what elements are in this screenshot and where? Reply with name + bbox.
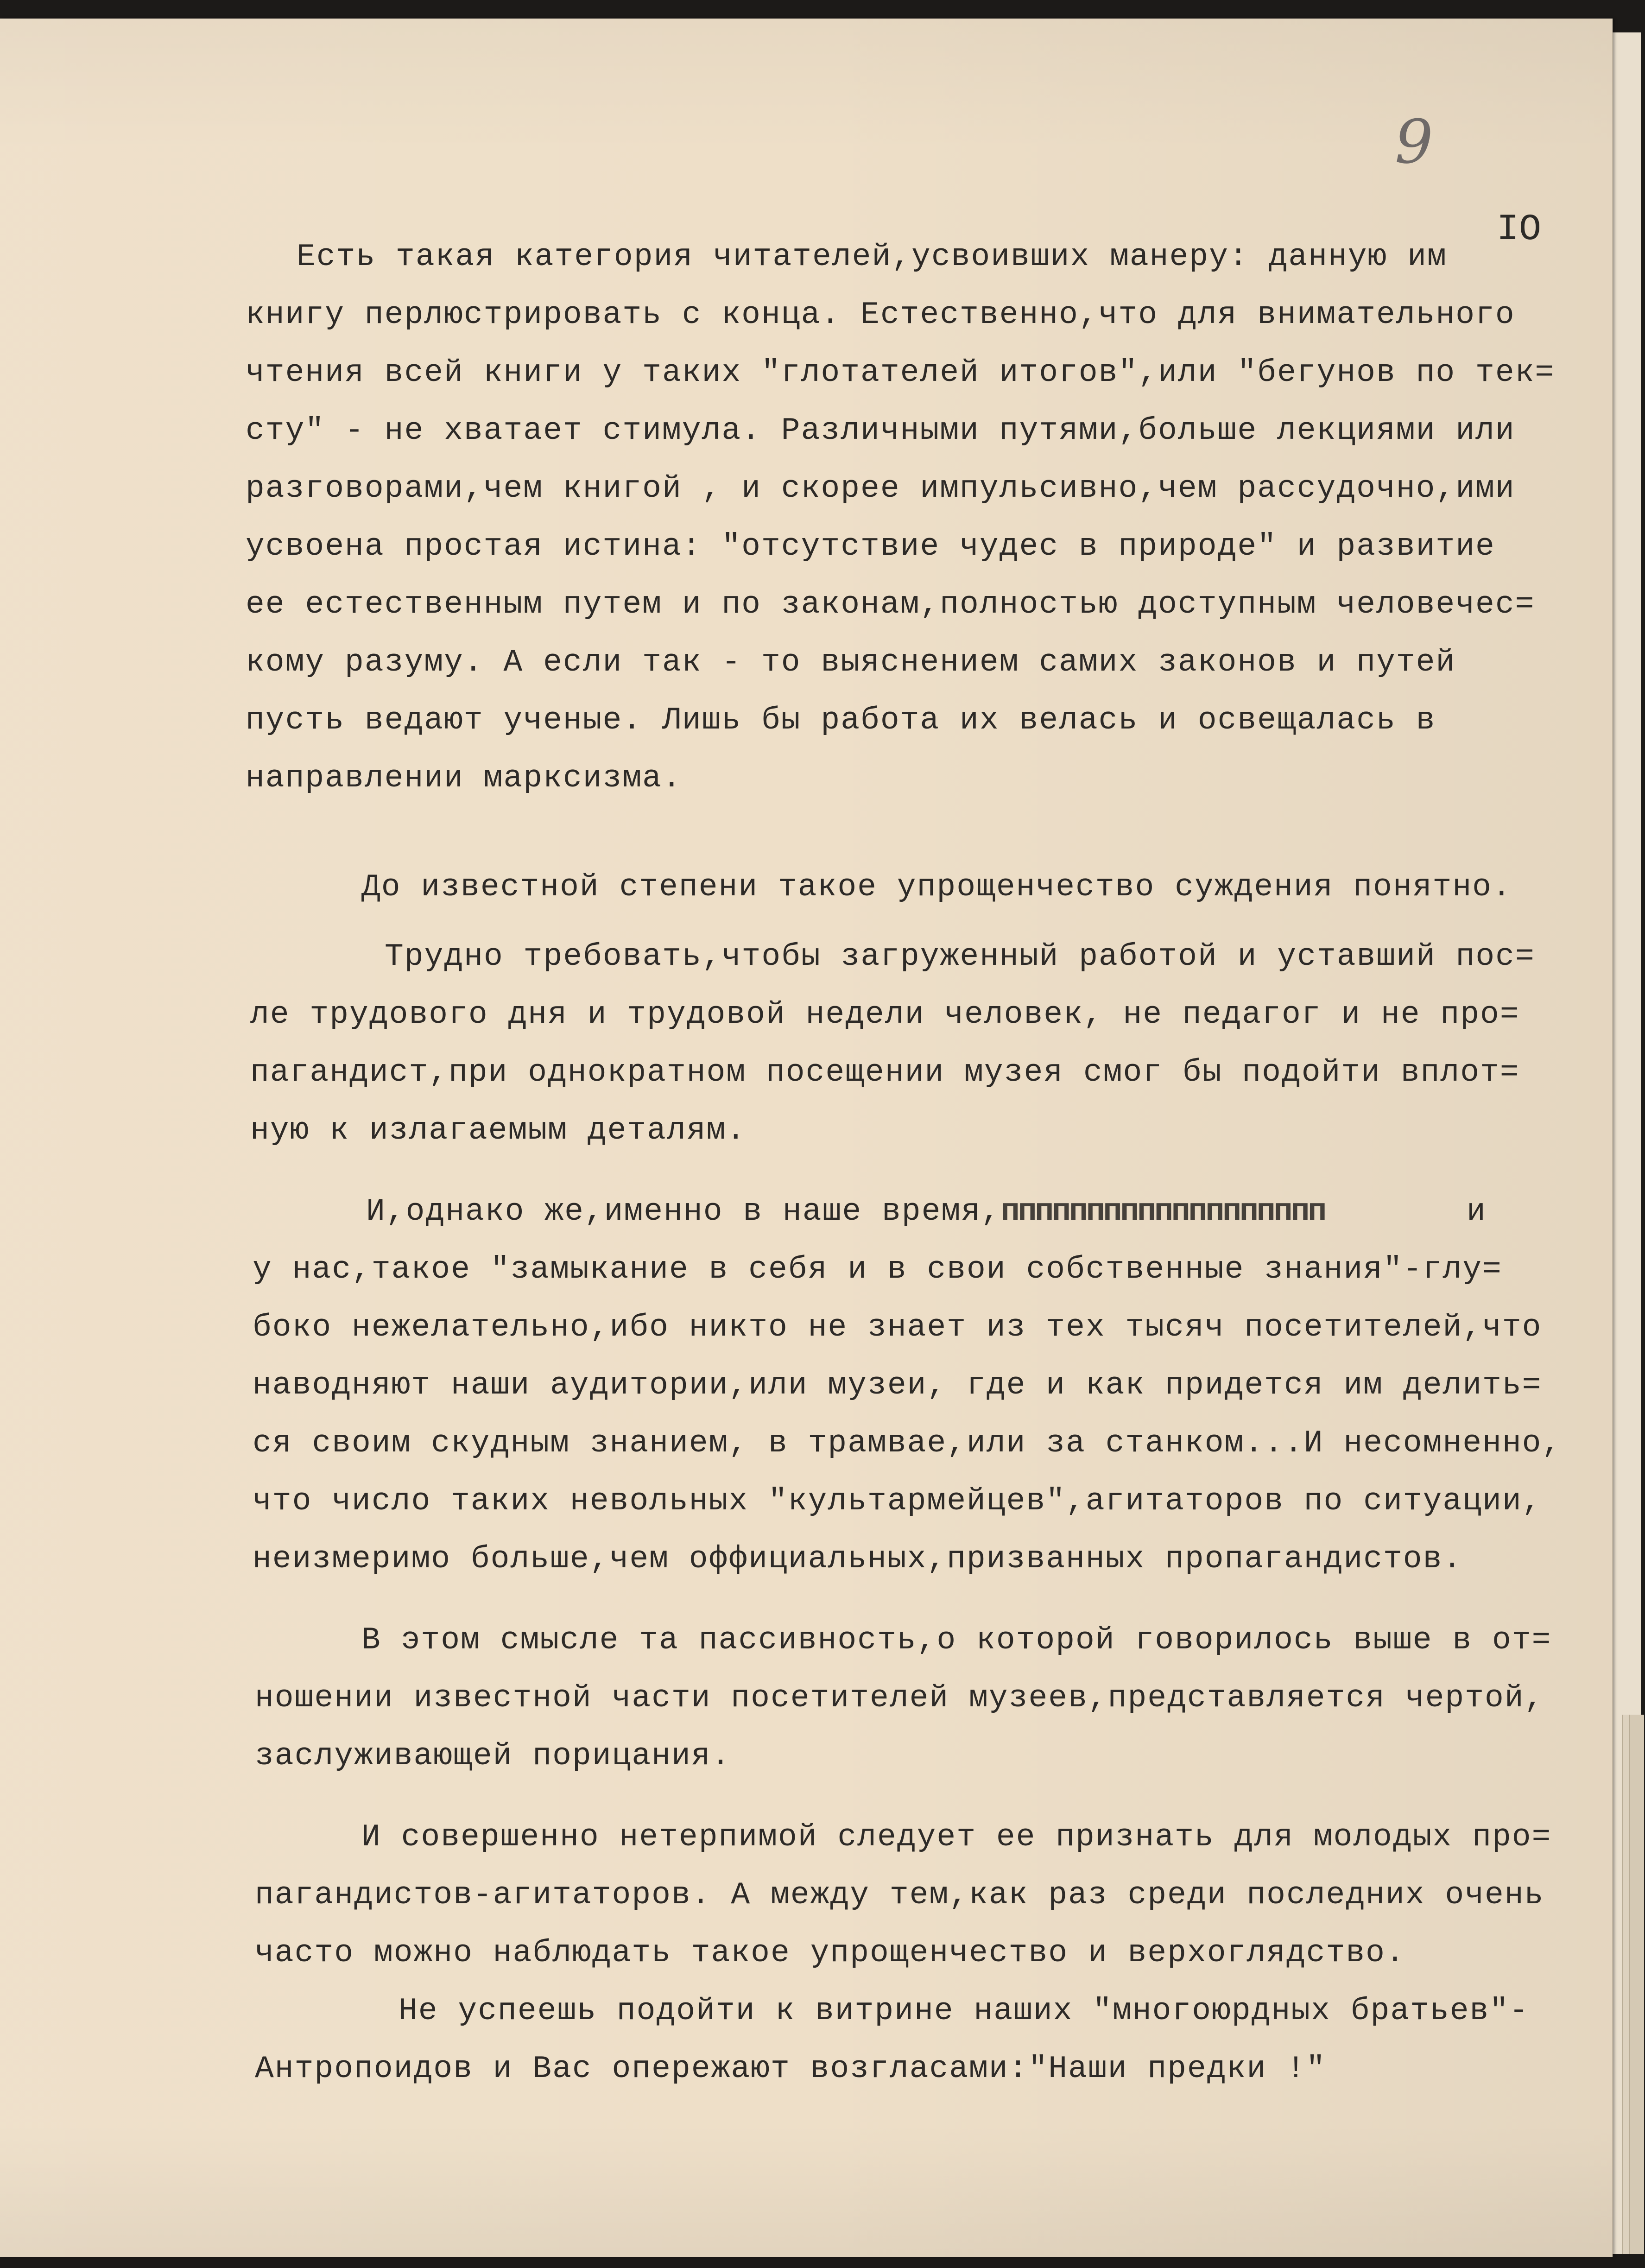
text-line: ее естественным путем и по законам,полностью доступным человечес= (246, 587, 1535, 622)
text-line: кому разуму. А если так - то выяснением самих законов и путей (246, 645, 1456, 680)
text-line: До известной степени такое упрощенчество суждения понятно. (361, 869, 1512, 905)
text-line (366, 1193, 1325, 1230)
text-line: В этом смысле та пассивность,о которой говорилось выше в от= (361, 1622, 1552, 1658)
text-line: усвоена простая истина: "отсутствие чудес в природе" и развитие (246, 529, 1495, 564)
text-line: Трудно требовать,чтобы загруженный работой и уставший пос= (385, 939, 1535, 975)
text-line: что число таких невольных "культармейцев",агитаторов по ситуации, (253, 1483, 1542, 1519)
text-line: часто можно наблюдать такое упрощенчество и верхоглядство. (255, 1935, 1405, 1971)
text-line: пусть ведают ученые. Лишь бы работа их велась и освещалась в (246, 703, 1436, 738)
document-body (0, 19, 1613, 2257)
text-line: наводняют наши аудитории,или музеи, где и как придется им делить= (253, 1368, 1542, 1403)
typewritten-page (0, 19, 1613, 2257)
text-line: неизмеримо больше,чем оффициальных,призванных пропагандистов. (253, 1541, 1463, 1577)
text-line: книгу перлюстрировать с конца. Естественно,что для внимательного (246, 297, 1515, 333)
text-line: Антропоидов и Вас опережают возгласами:"Наши предки !" (255, 2051, 1326, 2087)
text-line: Есть такая категория читателей,усвоивших манеру: данную им (297, 239, 1447, 275)
text-line: направлении марксизма. (246, 760, 682, 796)
line-text: И,однако же,именно в наше время, (366, 1194, 1001, 1229)
text-line: боко нежелательно,ибо никто не знает из тех тысяч посетителей,что (253, 1310, 1542, 1345)
text-line: заслуживающей порицания. (255, 1738, 731, 1774)
text-line: ле трудового дня и трудовой недели человек, не педагог и не про= (250, 997, 1520, 1033)
struck-out-text: ппппппппппппппппппп (1000, 1194, 1325, 1229)
text-line: ся своим скудным знанием, в трамвае,или за станком...И несомненно, (253, 1425, 1562, 1461)
text-line: разговорами,чем книгой , и скорее импульсивно,чем рассудочно,ими (246, 471, 1515, 507)
text-line: пагандистов-агитаторов. А между тем,как раз среди последних очень (255, 1877, 1544, 1913)
text-line: пагандист,при однократном посещении музея смог бы подойти вплот= (250, 1055, 1520, 1090)
text-line: И совершенно нетерпимой следует ее признать для молодых про= (361, 1819, 1552, 1855)
text-line: Не успеешь подойти к витрине наших "многоюрдных братьев"- (399, 1993, 1529, 2029)
page-number: IO (1497, 209, 1542, 251)
underlying-page-edge (1629, 1715, 1644, 2254)
handwritten-archive-number: 9 (1395, 107, 1433, 177)
text-line: сту" - не хватает стимула. Различными путями,больше лекциями или (246, 413, 1515, 449)
text-line: чтения всей книги у таких "глотателей итогов",или "бегунов по тек= (246, 355, 1555, 391)
text-line: у нас,такое "замыкание в себя и в свои собственные знания"-глу= (253, 1252, 1502, 1287)
line-end-text: и (1467, 1194, 1487, 1229)
text-line: ную к излагаемым деталям. (250, 1113, 747, 1148)
text-line: ношении известной части посетителей музеев,представляется чертой, (255, 1680, 1544, 1716)
